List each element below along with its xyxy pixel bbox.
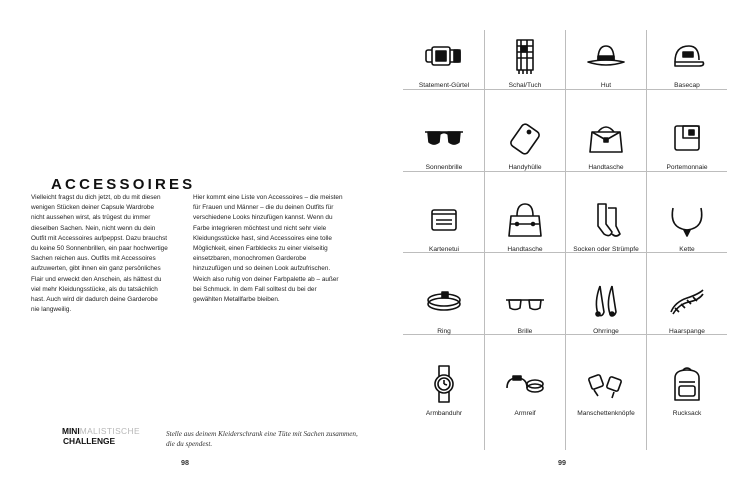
grid-item-label: Handyhülle bbox=[508, 164, 542, 171]
grid-item-label: Portemonnaie bbox=[666, 164, 708, 171]
hat-icon bbox=[584, 36, 628, 76]
page-number-left: 98 bbox=[181, 458, 189, 467]
grid-item bbox=[567, 358, 645, 438]
grid-item bbox=[648, 194, 726, 274]
grid-item-label: Statement-Gürtel bbox=[418, 82, 470, 89]
grid-item-label: Ohrringe bbox=[593, 328, 619, 335]
grid-item bbox=[648, 112, 726, 192]
backpack-icon bbox=[665, 364, 709, 404]
bangle-icon bbox=[503, 364, 547, 404]
grid-item bbox=[405, 112, 483, 192]
grid-item-label: Manschettenknöpfe bbox=[577, 410, 635, 417]
section-heading: ACCESSOIRES bbox=[51, 176, 196, 193]
grid-item-label: Ring bbox=[437, 328, 451, 335]
grid-item-label: Armbanduhr bbox=[425, 410, 463, 417]
grid-item-label: Schal/Tuch bbox=[508, 82, 542, 89]
grid-item bbox=[567, 112, 645, 192]
phone-case-icon bbox=[503, 118, 547, 158]
page-number-right: 99 bbox=[558, 458, 566, 467]
socks-icon bbox=[584, 200, 628, 240]
grid-item bbox=[486, 358, 564, 438]
grid-item bbox=[648, 30, 726, 110]
grid-item-label: Basecap bbox=[674, 82, 700, 89]
body-text-column-2: Hier kommt eine Liste von Accessoires – die meisten für Frauen und Männer – die du deinen Outfits für verschiedene Looks hinzufügen kannst. Wenn du Farbe integrieren möchtest und nicht sehr viele Kleidungsstücke hast, sind Accessoires eine tolle Möglichkeit, einen Farbklecks zu einer vielseitig einsetzbaren, monochromen Garderobe hinzuzufügen und so deinen Look aufzufrischen. Weich also ruhig von deiner Farbpalette ab – außer bei Schmuck. In dem Fall solltest du bei der gewählten Metallfarbe bleiben. bbox=[193, 194, 343, 304]
grid-divider bbox=[646, 30, 647, 450]
grid-item bbox=[486, 30, 564, 110]
grid-item-label: Haarspange bbox=[669, 328, 705, 335]
wallet-icon bbox=[665, 118, 709, 158]
grid-item bbox=[486, 112, 564, 192]
grid-divider bbox=[565, 30, 566, 450]
earrings-icon bbox=[584, 282, 628, 322]
tote-bag-icon bbox=[503, 200, 547, 240]
grid-item-label: Handtasche bbox=[507, 246, 543, 253]
hair-clip-icon bbox=[665, 282, 709, 322]
challenge-label-malistische: MALISTISCHE bbox=[79, 426, 140, 436]
grid-item-label: Hut bbox=[600, 82, 612, 89]
grid-item bbox=[567, 30, 645, 110]
grid-item-label: Kartenetui bbox=[428, 246, 460, 253]
card-case-icon bbox=[422, 200, 466, 240]
grid-item bbox=[567, 276, 645, 356]
grid-item-label: Armreif bbox=[514, 410, 536, 417]
grid-item bbox=[648, 276, 726, 356]
necklace-icon bbox=[665, 200, 709, 240]
challenge-label-mini: MINI bbox=[62, 426, 80, 436]
grid-item bbox=[405, 276, 483, 356]
grid-item-label: Handtasche bbox=[588, 164, 624, 171]
challenge-text: Stelle aus deinem Kleiderschrank eine Tüte mit Sachen zusammen, die du spendest. bbox=[166, 430, 358, 448]
grid-divider bbox=[484, 30, 485, 450]
challenge-label-challenge: CHALLENGE bbox=[63, 436, 116, 446]
handbag-icon bbox=[584, 118, 628, 158]
grid-item bbox=[648, 358, 726, 438]
grid-item bbox=[405, 358, 483, 438]
grid-item bbox=[486, 276, 564, 356]
cufflinks-icon bbox=[584, 364, 628, 404]
glasses-icon bbox=[503, 282, 547, 322]
challenge-label bbox=[62, 426, 158, 446]
sunglasses-icon bbox=[422, 118, 466, 158]
body-text-column-1: Vielleicht fragst du dich jetzt, ob du mit diesen wenigen Stücken deiner Capsule Wardrobe nicht aussehen wirst, als trügest du immer dieselben Sachen. Nein, nicht wenn du dein Outfit mit Accessoires aufpeppst. Dazu brauchst du keine 50 Sonnenbrillen, ein paar hochwertige Sachen reichen aus. Outfits mit Accessoires aufzuwerten, gibt ihnen ein ganz persönliches Flair und erweckt den Anschein, als hättest du viel mehr Kleidungsstücke, als du tatsächlich hast. Auch wird dir dadurch deine Garderobe nie langweilig. bbox=[31, 194, 168, 314]
grid-item-label: Rucksack bbox=[672, 410, 702, 417]
scarf-icon bbox=[503, 36, 547, 76]
grid-item-label: Sonnenbrille bbox=[425, 164, 463, 171]
grid-item bbox=[567, 194, 645, 274]
grid-item bbox=[405, 30, 483, 110]
grid-item bbox=[486, 194, 564, 274]
cap-icon bbox=[665, 36, 709, 76]
accessories-grid bbox=[403, 30, 727, 450]
grid-item bbox=[405, 194, 483, 274]
grid-item-label: Kette bbox=[679, 246, 695, 253]
grid-item-label: Brille bbox=[517, 328, 533, 335]
belt-icon bbox=[422, 36, 466, 76]
watch-icon bbox=[422, 364, 466, 404]
ring-icon bbox=[422, 282, 466, 322]
grid-item-label: Socken oder Strümpfe bbox=[573, 246, 639, 253]
